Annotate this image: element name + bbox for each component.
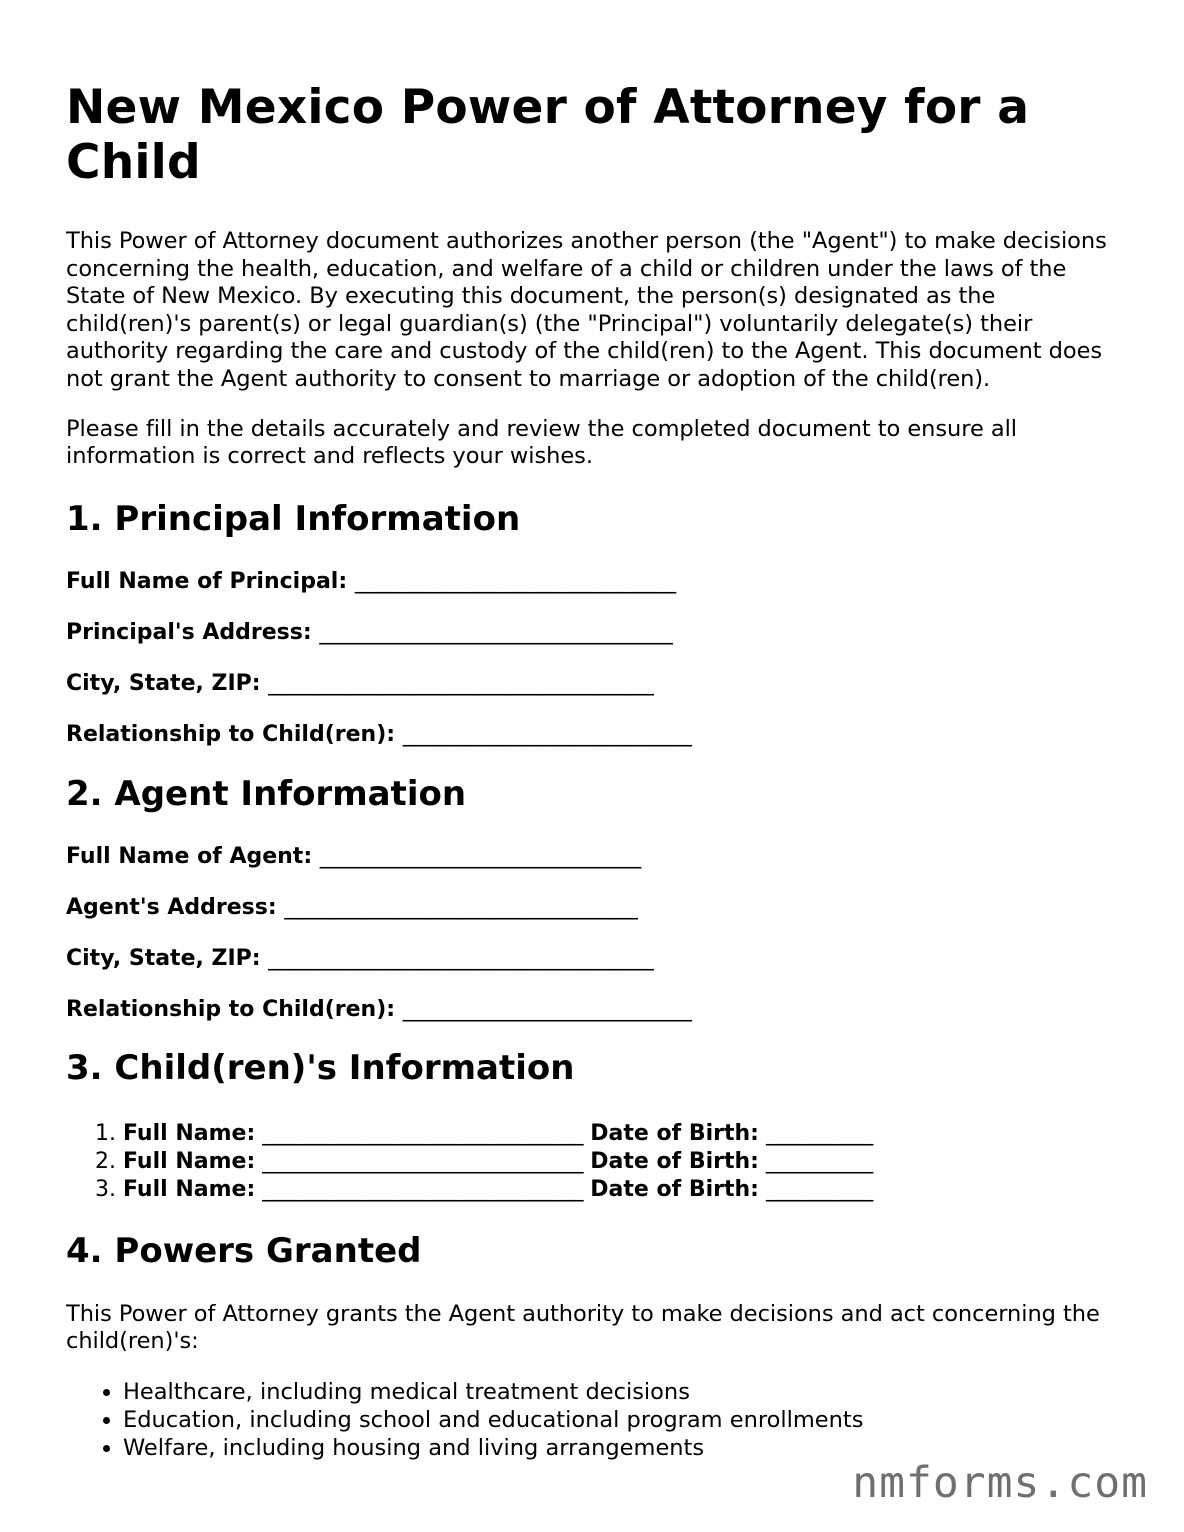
power-item-education: • Education, including school and educational program enrollments <box>123 1406 1126 1434</box>
children-list <box>66 1120 1126 1204</box>
field-blank[interactable]: ____________________________________ <box>268 945 654 971</box>
field-label: Agent's Address: <box>66 894 277 920</box>
field-blank[interactable]: ___________________________ <box>402 996 692 1022</box>
field-label: Full Name of Principal: <box>66 568 348 594</box>
principal-name-field[interactable] <box>66 568 1126 595</box>
field-label: Relationship to Child(ren): <box>66 721 396 747</box>
field-blank[interactable]: ____________________________________ <box>268 670 654 696</box>
field-blank[interactable]: _________________________________ <box>319 619 673 645</box>
section-heading-agent: 2. Agent Information <box>66 773 467 814</box>
principal-city-state-zip-field[interactable] <box>66 670 1126 697</box>
child-dob-blank[interactable]: __________ <box>765 1176 873 1202</box>
power-item-healthcare: • Healthcare, including medical treatment decisions <box>123 1378 1126 1406</box>
child-name-label: Full Name: <box>123 1176 256 1202</box>
powers-list <box>66 1378 1126 1462</box>
section-heading-children: 3. Child(ren)'s Information <box>66 1047 575 1088</box>
child-name-blank[interactable]: ______________________________ <box>262 1120 584 1146</box>
child-entry-1 <box>123 1120 1126 1148</box>
child-name-label: Full Name: <box>123 1148 256 1174</box>
field-label: City, State, ZIP: <box>66 945 261 971</box>
field-label: Relationship to Child(ren): <box>66 996 396 1022</box>
child-name-blank[interactable]: ______________________________ <box>262 1176 584 1202</box>
agent-city-state-zip-field[interactable] <box>66 945 1126 972</box>
field-label: Principal's Address: <box>66 619 312 645</box>
document-title: New Mexico Power of Attorney for a Child <box>66 80 1030 190</box>
child-dob-blank[interactable]: __________ <box>765 1148 873 1174</box>
principal-address-field[interactable] <box>66 619 1126 646</box>
child-name-blank[interactable]: ______________________________ <box>262 1148 584 1174</box>
site-watermark: nmforms.com <box>852 1458 1148 1508</box>
section-heading-powers: 4. Powers Granted <box>66 1230 422 1271</box>
agent-address-field[interactable] <box>66 894 1126 921</box>
document-page <box>66 80 1126 1462</box>
field-blank[interactable]: ______________________________ <box>354 568 676 594</box>
instructions-paragraph: Please fill in the details accurately and review the completed document to ensure all information is correct and reflects your wishes. <box>66 415 1018 470</box>
section-heading-principal: 1. Principal Information <box>66 498 521 539</box>
field-blank[interactable]: _________________________________ <box>284 894 638 920</box>
field-blank[interactable]: ______________________________ <box>319 843 641 869</box>
field-label: City, State, ZIP: <box>66 670 261 696</box>
powers-paragraph: This Power of Attorney grants the Agent authority to make decisions and act concerning the child(ren)'s: <box>66 1300 1100 1355</box>
child-dob-label: Date of Birth: <box>590 1148 759 1174</box>
principal-relationship-field[interactable] <box>66 721 1126 748</box>
intro-paragraph: This Power of Attorney document authorizes another person (the "Agent") to make decisions concerning the health, education, and welfare of a child or children under the laws of the State of New Mexico. By executing this document, the person(s) designated as the child(ren)'s parent(s) or legal guardian(s) (the "Principal") voluntarily delegate(s) their authority regarding the care and custody of the child(ren) to the Agent. This document does not grant the Agent authority to consent to marriage or adoption of the child(ren). <box>66 228 1107 392</box>
agent-relationship-field[interactable] <box>66 996 1126 1023</box>
agent-name-field[interactable] <box>66 843 1126 870</box>
child-dob-blank[interactable]: __________ <box>765 1120 873 1146</box>
child-name-label: Full Name: <box>123 1120 256 1146</box>
child-dob-label: Date of Birth: <box>590 1120 759 1146</box>
child-entry-3 <box>123 1176 1126 1204</box>
child-entry-2 <box>123 1148 1126 1176</box>
child-dob-label: Date of Birth: <box>590 1176 759 1202</box>
field-blank[interactable]: ___________________________ <box>402 721 692 747</box>
field-label: Full Name of Agent: <box>66 843 313 869</box>
power-item-welfare: • Welfare, including housing and living arrangements <box>123 1434 1126 1462</box>
